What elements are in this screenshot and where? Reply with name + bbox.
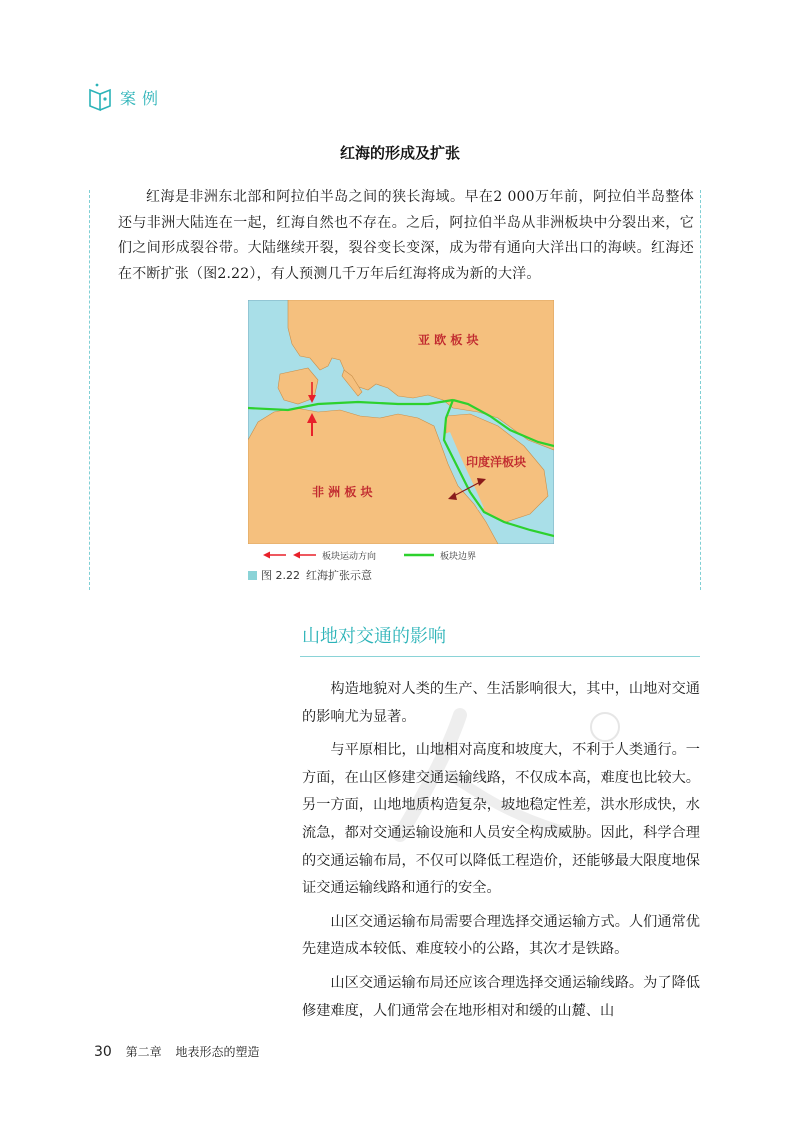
red-arrow-icon: [262, 548, 562, 562]
body-paragraph: 与平原相比，山地相对高度和坡度大，不利于人类通行。一方面，在山区修建交通运输线路，不仅成本高，难度也比较大。另一方面，山地地质构造复杂，坡地稳定性差，洪水形成快，水流急，都对交通运输设施和人员安全构成威胁。因此，科学合理的交通运输布局，不仅可以降低工程造价，还能够最大限度地保证交通运输线路和通行的安全。: [302, 742, 700, 897]
book-icon: [88, 82, 114, 112]
map-legend: [262, 548, 562, 562]
page-number: 30: [94, 1044, 112, 1060]
red-sea-map: [248, 300, 554, 544]
body-paragraph: 山区交通运输布局需要合理选择交通运输方式。人们通常优先建造成本较低、难度较小的公路，其次才是铁路。: [302, 913, 700, 958]
section-body: [302, 676, 700, 1031]
figure-caption: [248, 567, 372, 583]
page-footer: [94, 1043, 260, 1060]
case-label: 案例: [120, 88, 165, 108]
figure-number: 图 2.22: [261, 569, 300, 582]
section-divider: [300, 656, 700, 657]
body-paragraph: 构造地貌对人类的生产、生活影响很大，其中，山地对交通的影响尤为显著。: [302, 681, 700, 725]
caption-square-icon: [248, 571, 257, 580]
body-paragraph: 山区交通运输布局还应该合理选择交通运输线路。为了降低修建难度，人们通常会在地形相对和缓的山麓、山: [302, 974, 700, 1019]
case-title: 红海的形成及扩张: [339, 144, 460, 162]
section-title: 山地对交通的影响: [302, 626, 446, 647]
chapter-title: 地表形态的塑造: [175, 1045, 260, 1059]
chapter-number: 第二章: [125, 1045, 162, 1059]
legend-motion-label: 板块运动方向: [322, 552, 377, 562]
legend-boundary-label: 板块边界: [440, 552, 477, 562]
case-header: [88, 82, 164, 112]
african-plate-label: 非 洲 板 块: [312, 485, 373, 499]
eurasia-plate-label: 亚 欧 板 块: [418, 333, 479, 347]
indian-plate-label: 印度洋板块: [466, 455, 527, 469]
case-paragraph: 红海是非洲东北部和阿拉伯半岛之间的狭长海域。早在2 000万年前，阿拉伯半岛整体还与非洲大陆连在一起，红海自然也不存在。之后，阿拉伯半岛从非洲板块中分裂出来，它们之间形成裂谷带。大陆继续开裂，裂谷变长变深，成为带有通向大洋出口的海峡。红海还在不断扩张（图2.22），有人预测几千万年后红海将成为新的大洋。: [118, 189, 694, 282]
figure-caption-text: 红海扩张示意: [306, 569, 372, 582]
